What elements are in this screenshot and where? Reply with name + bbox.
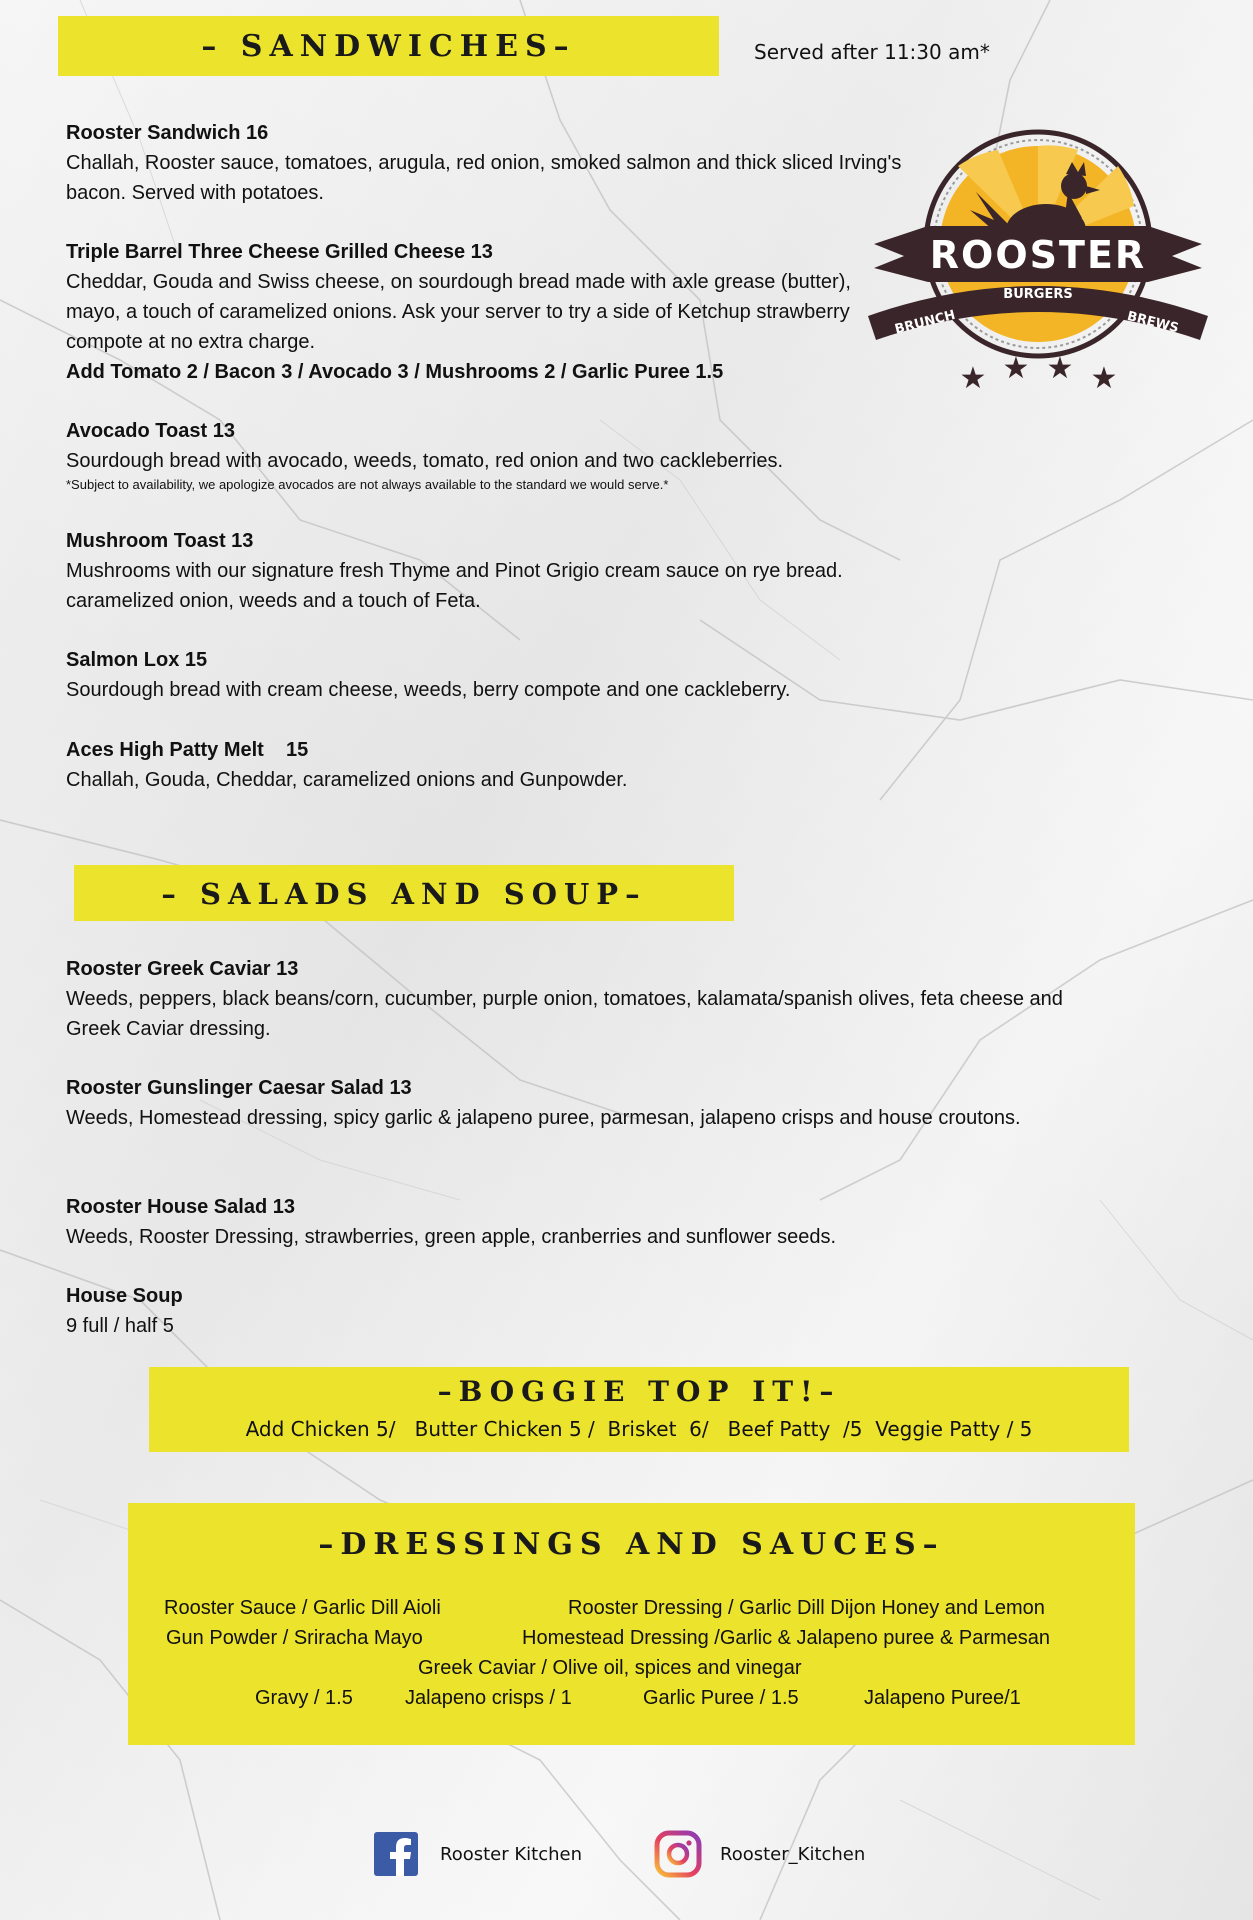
svg-text:★: ★ xyxy=(1046,351,1074,386)
dressing-rooster-sauce: Rooster Sauce / Garlic Dill Aioli xyxy=(164,1597,441,1619)
item-name: Salmon Lox 15 xyxy=(66,649,208,671)
extra-garlic-puree: Garlic Puree / 1.5 xyxy=(643,1687,799,1709)
menu-item-rooster-sandwich xyxy=(66,118,926,208)
topit-box xyxy=(149,1367,1129,1452)
logo-tagline-3: BREWS xyxy=(1125,308,1181,337)
item-name: Triple Barrel Three Cheese Grilled Cheese 13 xyxy=(66,241,493,263)
rooster-logo xyxy=(868,126,1208,406)
item-note: *Subject to availability, we apologize avocados are not always available to the standard we would serve.* xyxy=(66,477,669,492)
served-time-note: Served after 11:30 am* xyxy=(754,40,990,64)
dressings-box xyxy=(128,1503,1135,1745)
facebook-link[interactable] xyxy=(372,1830,612,1880)
dressing-rooster-dressing: Rooster Dressing / Garlic Dill Dijon Honey and Lemon xyxy=(568,1597,1045,1619)
instagram-link[interactable] xyxy=(654,1830,894,1880)
sandwiches-banner xyxy=(58,16,719,76)
item-name: Rooster House Salad 13 xyxy=(66,1196,295,1218)
item-description: Mushrooms with our signature fresh Thyme and Pinot Grigio cream sauce on rye bread. caramelized onion, weeds and a touch of Feta. xyxy=(66,560,843,612)
item-description: Weeds, Rooster Dressing, strawberries, green apple, cranberries and sunflower seeds. xyxy=(66,1226,836,1248)
menu-item-caesar-salad xyxy=(66,1073,1066,1133)
item-description: Sourdough bread with avocado, weeds, tomato, red onion and two cackleberries. xyxy=(66,450,784,472)
item-name: Aces High Patty Melt 15 xyxy=(66,739,309,761)
item-description: Weeds, Homestead dressing, spicy garlic & jalapeno puree, parmesan, jalapeno crisps and house croutons. xyxy=(66,1107,1021,1129)
salads-title: – SALADS AND SOUP– xyxy=(161,877,647,911)
item-description: Challah, Gouda, Cheddar, caramelized onions and Gunpowder. xyxy=(66,769,628,791)
menu-item-salmon-lox xyxy=(66,645,1046,705)
salads-banner xyxy=(74,865,734,921)
item-addons: Add Tomato 2 / Bacon 3 / Avocado 3 / Mushrooms 2 / Garlic Puree 1.5 xyxy=(66,361,724,383)
sandwiches-title: – SANDWICHES– xyxy=(201,29,576,64)
topit-title: –BOGGIE TOP IT!– xyxy=(437,1375,841,1408)
menu-item-patty-melt xyxy=(66,735,1046,795)
logo-tagline-2: BURGERS xyxy=(1003,287,1073,302)
menu-item-house-salad xyxy=(66,1192,1046,1252)
extra-jalapeno-puree: Jalapeno Puree/1 xyxy=(864,1687,1021,1709)
facebook-label: Rooster Kitchen xyxy=(440,1844,583,1865)
svg-text:★: ★ xyxy=(959,361,987,396)
instagram-label: Rooster_Kitchen xyxy=(720,1844,866,1865)
item-description: Cheddar, Gouda and Swiss cheese, on sourdough bread made with axle grease (butter), mayo, a touch of caramelized onions. Ask your server to try a side of Ketchup strawberry compote at no extra charge. xyxy=(66,271,851,353)
instagram-icon xyxy=(654,1830,702,1878)
menu-item-grilled-cheese xyxy=(66,237,866,387)
dressing-gun-powder: Gun Powder / Sriracha Mayo xyxy=(166,1627,423,1649)
menu-item-avocado-toast xyxy=(66,416,1046,494)
item-description: Challah, Rooster sauce, tomatoes, arugula, red onion, smoked salmon and thick sliced Irving's bacon. Served with potatoes. xyxy=(66,152,902,204)
topit-options: Add Chicken 5/ Butter Chicken 5 / Brisket 6/ Beef Patty /5 Veggie Patty / 5 xyxy=(245,1417,1033,1441)
item-name: Rooster Greek Caviar 13 xyxy=(66,958,299,980)
extra-gravy: Gravy / 1.5 xyxy=(255,1687,353,1709)
item-description: 9 full / half 5 xyxy=(66,1315,174,1337)
menu-item-house-soup xyxy=(66,1281,1046,1341)
item-description: Weeds, peppers, black beans/corn, cucumber, purple onion, tomatoes, kalamata/spanish olives, feta cheese and Greek Caviar dressing. xyxy=(66,988,1063,1040)
facebook-icon xyxy=(372,1830,420,1878)
item-name: Rooster Sandwich 16 xyxy=(66,122,269,144)
svg-text:★: ★ xyxy=(1090,361,1118,396)
extra-jalapeno-crisps: Jalapeno crisps / 1 xyxy=(405,1687,572,1709)
item-name: House Soup xyxy=(66,1285,183,1307)
svg-text:★: ★ xyxy=(1002,351,1030,386)
logo-tagline-1: BRUNCH xyxy=(893,307,957,338)
menu-item-greek-caviar xyxy=(66,954,1066,1044)
dressing-homestead: Homestead Dressing /Garlic & Jalapeno puree & Parmesan xyxy=(522,1627,1051,1649)
item-name: Mushroom Toast 13 xyxy=(66,530,254,552)
item-name: Avocado Toast 13 xyxy=(66,420,235,442)
dressing-greek-caviar: Greek Caviar / Olive oil, spices and vinegar xyxy=(418,1657,802,1679)
item-description: Sourdough bread with cream cheese, weeds, berry compote and one cackleberry. xyxy=(66,679,791,701)
item-name: Rooster Gunslinger Caesar Salad 13 xyxy=(66,1077,412,1099)
logo-name: ROOSTER xyxy=(929,233,1147,277)
menu-item-mushroom-toast xyxy=(66,526,946,616)
dressings-title: –DRESSINGS AND SAUCES– xyxy=(318,1527,945,1562)
